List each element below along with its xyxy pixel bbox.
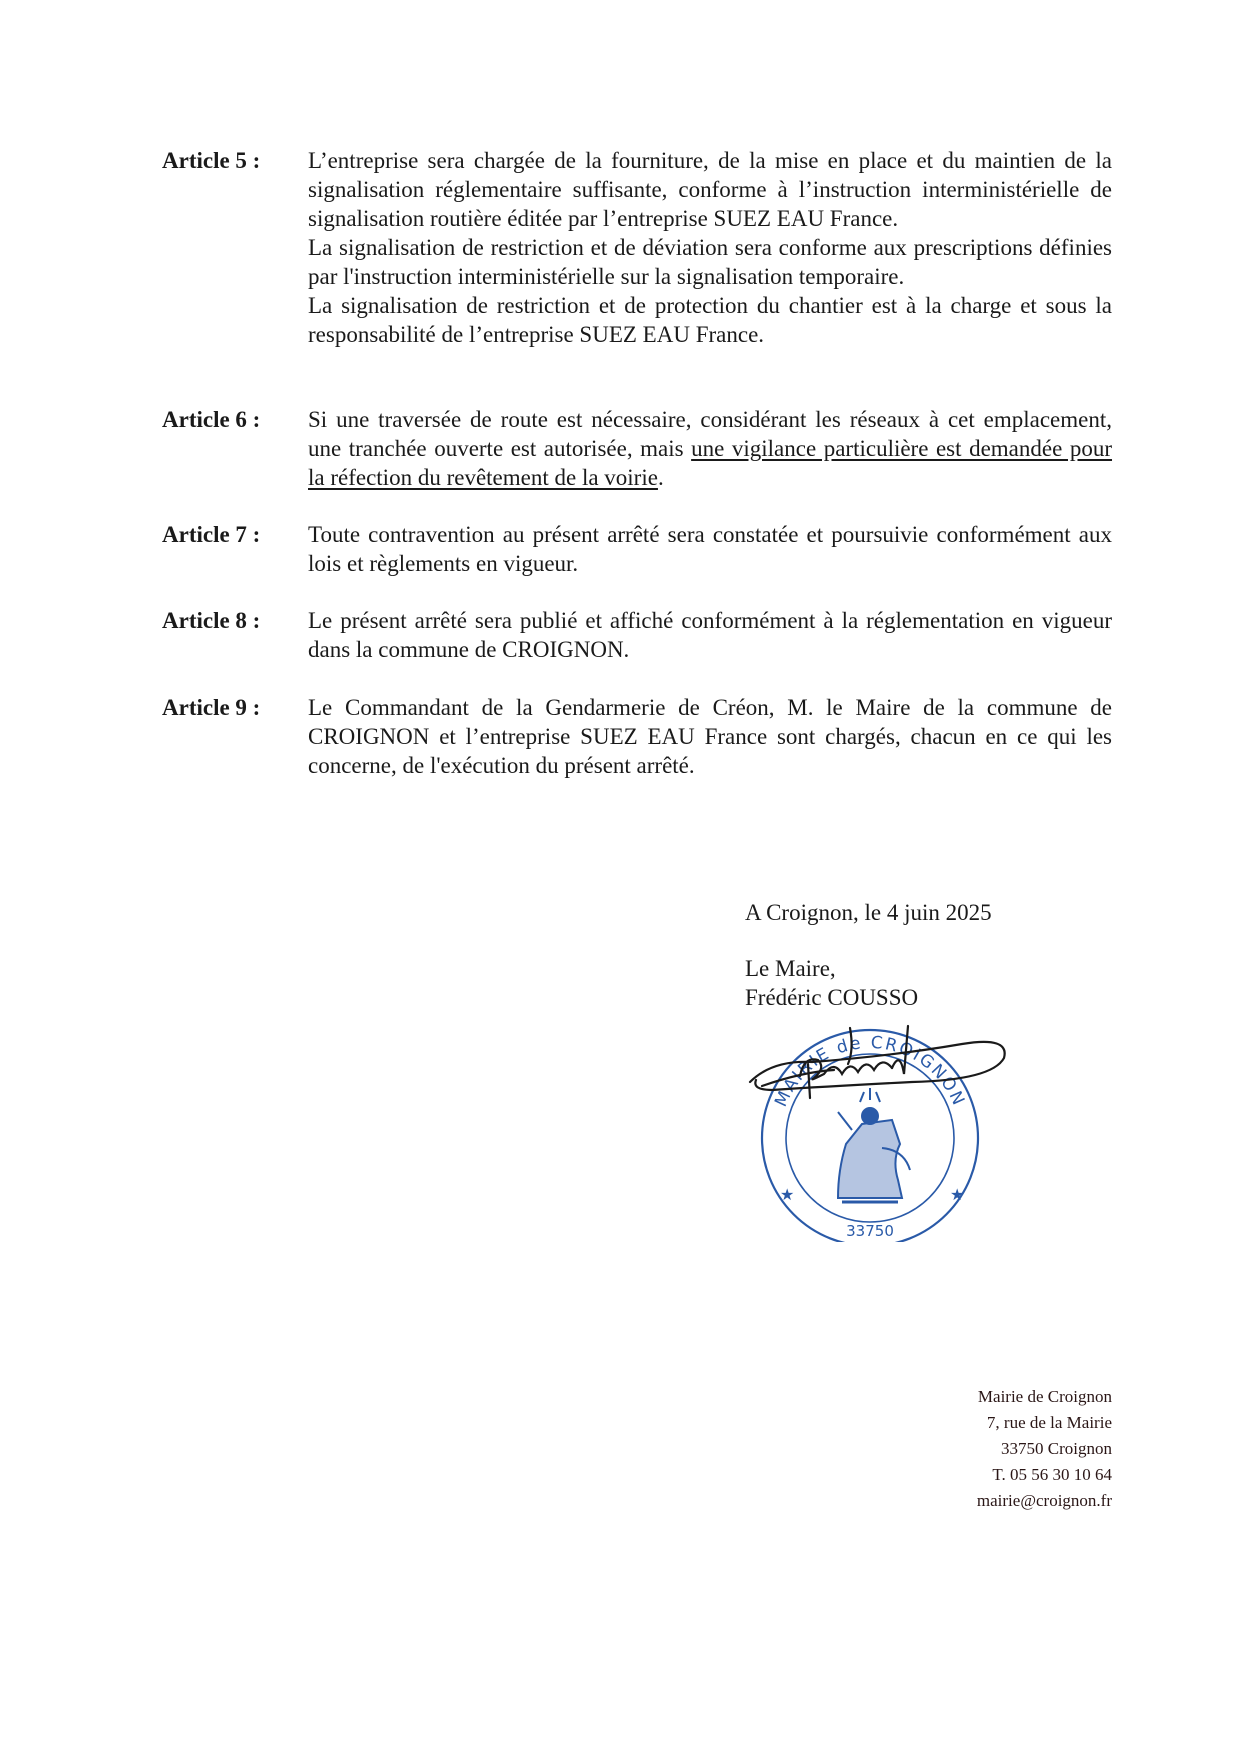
- article-paragraph: Le présent arrêté sera publié et affiché conformément à la réglementation en vigueur dans la commune de CROIGNON.: [308, 608, 1112, 662]
- stamp-ring-text: MAIRIE de CROIGNON: [771, 1032, 969, 1110]
- article-text: Si une traversée de route est nécessaire, considérant les réseaux à cet emplacement, une tranchée ouverte est autorisée, mais: [308, 407, 1112, 461]
- signatory-name: Frédéric COUSSO: [745, 985, 919, 1010]
- article-paragraph: La signalisation de restriction et de déviation sera conforme aux prescriptions définies par l'instruction interministérielle sur la signalisation temporaire.: [308, 235, 1112, 289]
- stamp-postcode: 33750: [846, 1222, 894, 1240]
- signature-stamp: [742, 1020, 1042, 1242]
- article-label: Article 6 :: [162, 407, 261, 432]
- article-6: [162, 405, 1112, 492]
- signatory-role: Le Maire,: [745, 956, 836, 981]
- stamp-emblem-icon: [838, 1088, 910, 1202]
- article-paragraph: [308, 405, 1112, 492]
- article-text: .: [657, 465, 664, 490]
- article-paragraph: Le Commandant de la Gendarmerie de Créon, M. le Maire de la commune de CROIGNON et l’entreprise SUEZ EAU France sont chargés, chacun en ce qui les concerne, de l'exécution du présent arrêté.: [308, 695, 1112, 778]
- star-icon: ★: [780, 1185, 795, 1204]
- email-address: mairie@croignon.fr: [976, 1491, 1112, 1510]
- article-5: [162, 146, 1112, 349]
- article-7: [162, 520, 1112, 578]
- article-8: [162, 606, 1112, 664]
- underlined-text: une vigilance particulière est demandée pour la réfection du revêtement de la voirie: [308, 436, 1113, 490]
- article-label: Article 9 :: [162, 695, 261, 720]
- article-label: Article 5 :: [162, 148, 261, 173]
- place-date: A Croignon, le 4 juin 2025: [745, 900, 992, 925]
- article-body: [308, 606, 1112, 664]
- address-line: Mairie de Croignon: [977, 1387, 1112, 1406]
- article-body: [308, 146, 1112, 349]
- phone-number: T. 05 56 30 10 64: [992, 1465, 1112, 1484]
- article-body: [308, 405, 1112, 492]
- address-line: 7, rue de la Mairie: [986, 1413, 1112, 1432]
- article-label: Article 8 :: [162, 608, 261, 633]
- article-paragraph: L’entreprise sera chargée de la fourniture, de la mise en place et du maintien de la signalisation réglementaire suffisante, conforme à l’instruction interministérielle de signalisation routière éditée par l’entreprise SUEZ EAU France.: [308, 148, 1112, 231]
- article-body: [308, 520, 1112, 578]
- article-paragraph: La signalisation de restriction et de protection du chantier est à la charge et sous la responsabilité de l’entreprise SUEZ EAU France.: [308, 293, 1112, 347]
- article-label: Article 7 :: [162, 522, 261, 547]
- article-body: [308, 693, 1112, 780]
- article-paragraph: Toute contravention au présent arrêté sera constatée et poursuivie conformément aux lois et règlements en vigueur.: [308, 522, 1112, 576]
- article-9: [162, 693, 1112, 780]
- address-line: 33750 Croignon: [1001, 1439, 1112, 1458]
- star-icon: ★: [950, 1185, 965, 1204]
- address-block: [977, 1384, 1112, 1514]
